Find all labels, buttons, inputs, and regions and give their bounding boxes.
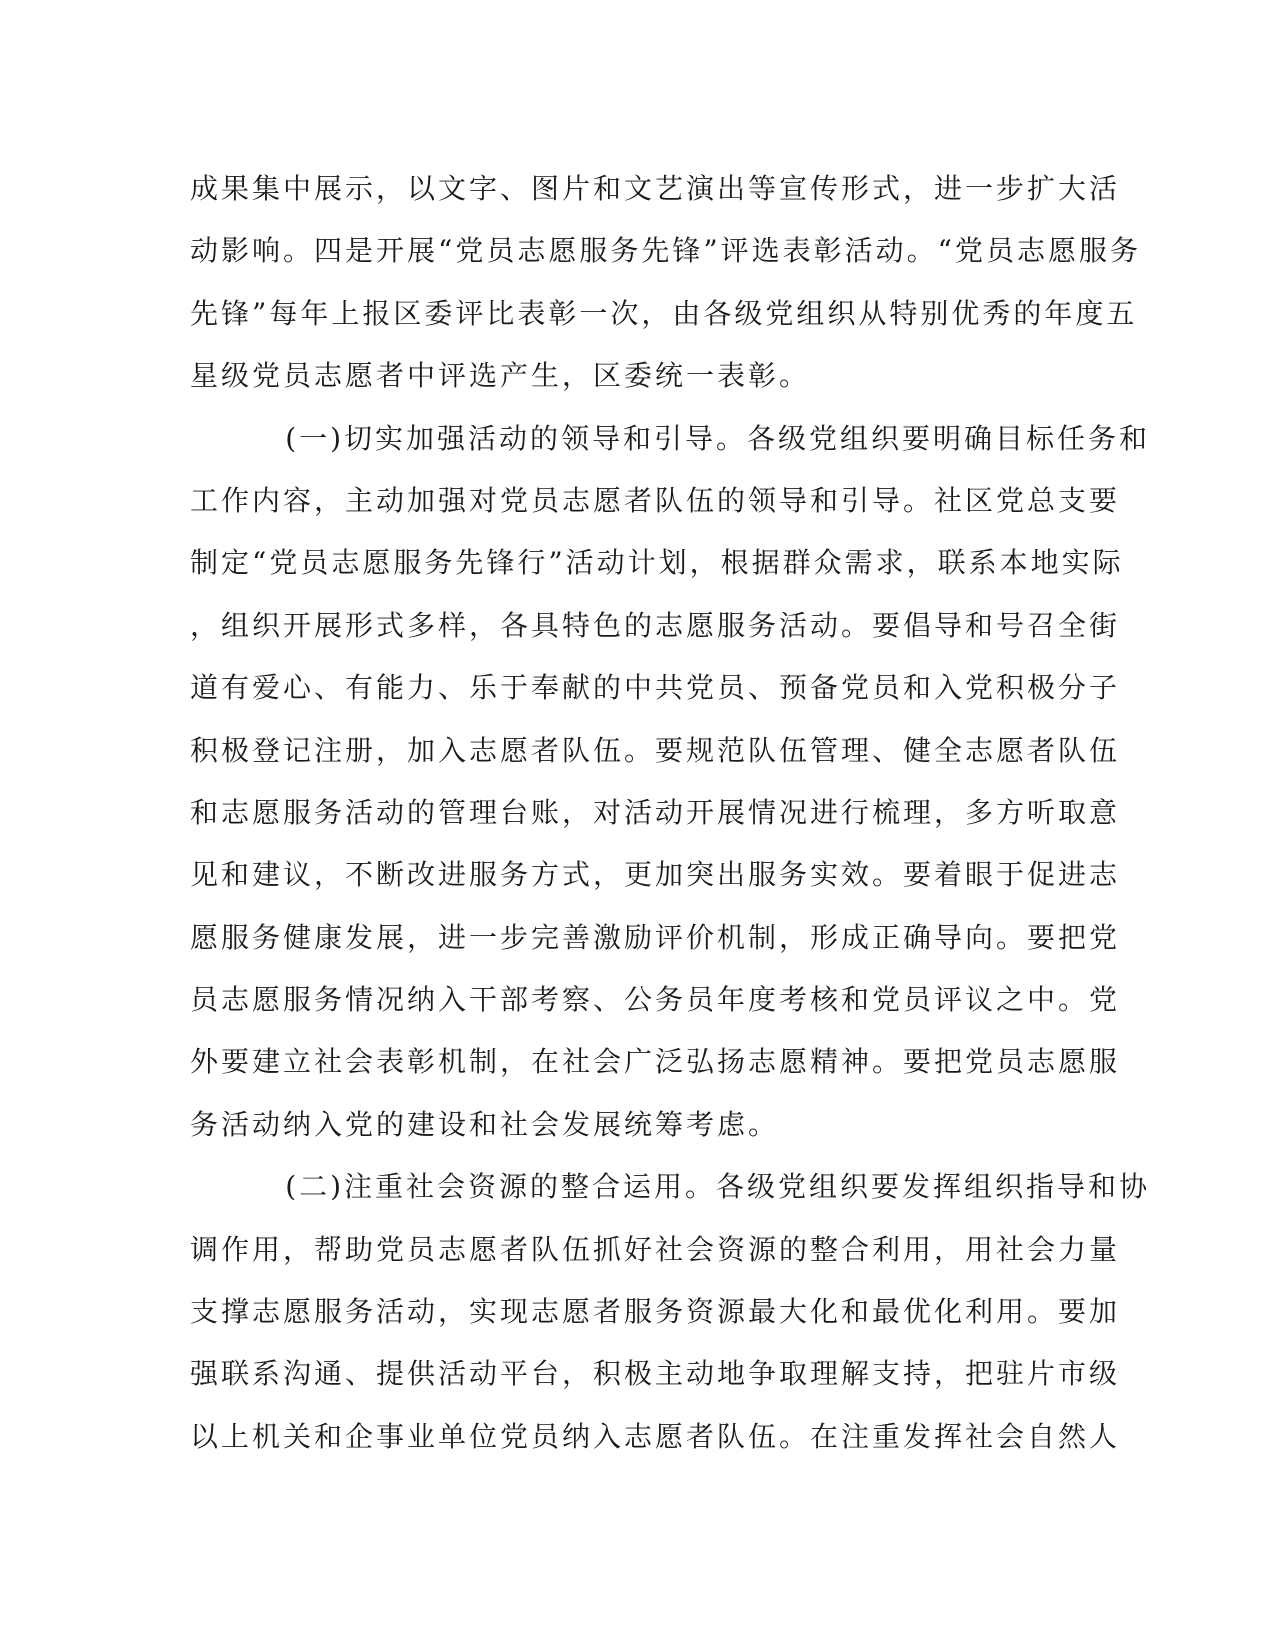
text-line: (一)切实加强活动的领导和引导。各级党组织要明确目标任务和: [190, 421, 1151, 455]
text-line: 积极登记注册，加入志愿者队伍。要规范队伍管理、健全志愿者队伍: [190, 733, 1121, 767]
text-line: 先锋”每年上报区委评比表彰一次，由各级党组织从特别优秀的年度五: [190, 296, 1138, 330]
text-line: 制定“党员志愿服务先锋行”活动计划，根据群众需求，联系本地实际: [190, 546, 1124, 580]
text-line: 外要建立社会表彰机制，在社会广泛弘扬志愿精神。要把党员志愿服: [190, 1045, 1121, 1079]
text-line: 支撑志愿服务活动，实现志愿者服务资源最大化和最优化利用。要加: [190, 1295, 1121, 1329]
text-line: 调作用，帮助党员志愿者队伍抓好社会资源的整合利用，用社会力量: [190, 1232, 1121, 1266]
text-line: 以上机关和企事业单位党员纳入志愿者队伍。在注重发挥社会自然人: [190, 1419, 1121, 1453]
text-line: 愿服务健康发展，进一步完善激励评价机制，形成正确导向。要把党: [190, 920, 1121, 954]
text-line: 成果集中展示，以文字、图片和文艺演出等宣传形式，进一步扩大活: [190, 172, 1121, 205]
text-line: 动影响。四是开展“党员志愿服务先锋”评选表彰活动。“党员志愿服务: [190, 234, 1141, 268]
text-line: (二)注重社会资源的整合运用。各级党组织要发挥组织指导和协: [190, 1170, 1151, 1204]
text-line: ，组织开展形式多样，各具特色的志愿服务活动。要倡导和号召全街: [190, 608, 1121, 642]
text-line: 员志愿服务情况纳入干部考察、公务员年度考核和党员评议之中。党: [190, 983, 1121, 1017]
text-line: 见和建议，不断改进服务方式，更加突出服务实效。要着眼于促进志: [190, 858, 1121, 892]
text-line: 星级党员志愿者中评选产生，区委统一表彰。: [190, 359, 811, 393]
text-line: 强联系沟通、提供活动平台，积极主动地争取理解支持，把驻片市级: [190, 1357, 1121, 1391]
text-line: 和志愿服务活动的管理台账，对活动开展情况进行梳理，多方听取意: [190, 795, 1121, 829]
text-line: 道有爱心、有能力、乐于奉献的中共党员、预备党员和入党积极分子: [190, 671, 1121, 705]
document-body: [190, 158, 1151, 1468]
text-line: 工作内容，主动加强对党员志愿者队伍的领导和引导。社区党总支要: [190, 483, 1121, 517]
text-line: 务活动纳入党的建设和社会发展统筹考虑。: [190, 1107, 780, 1141]
